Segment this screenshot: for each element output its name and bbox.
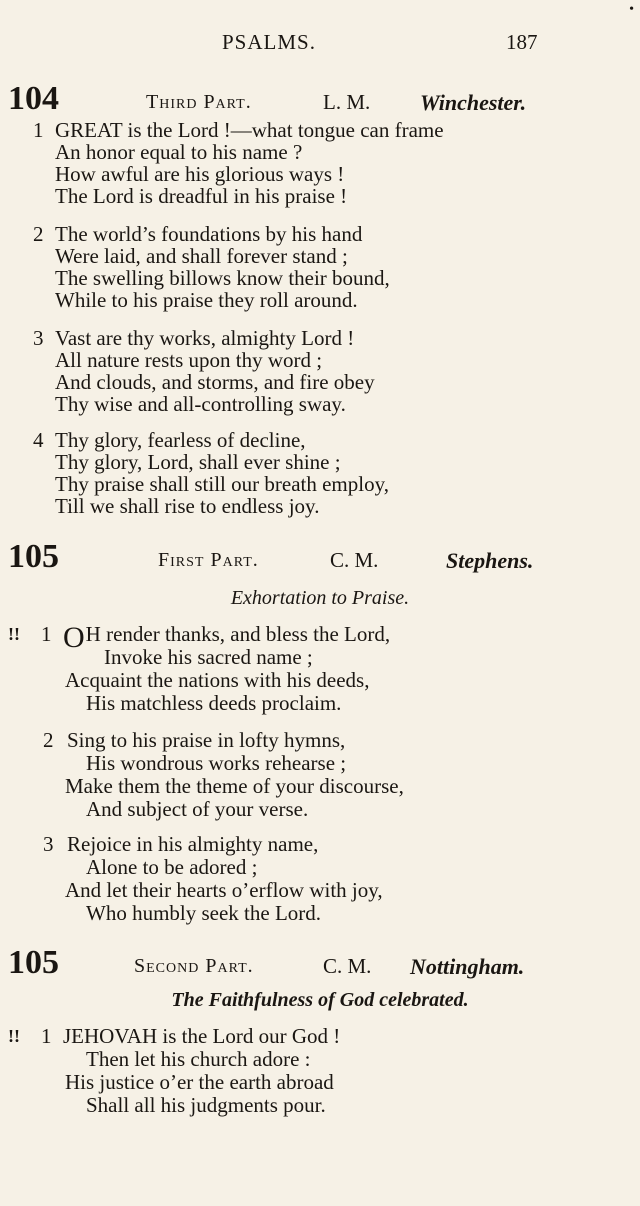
margin-dot: •: [629, 2, 634, 17]
hymn-subtitle: The Faithfulness of God celebrated.: [171, 989, 469, 1011]
verse-line: Acquaint the nations with his deeds,: [65, 668, 370, 692]
stanza-number: 3: [33, 326, 44, 350]
verse-line: Thy wise and all-controlling sway.: [55, 392, 346, 416]
verse-line: Rejoice in his almighty name,: [67, 832, 319, 856]
verse-line: Sing to his praise in lofty hymns,: [67, 728, 346, 752]
verse-line: While to his praise they roll around.: [55, 288, 358, 312]
stanza-mark: !!: [8, 1026, 20, 1046]
verse-line: His matchless deeds proclaim.: [86, 691, 342, 715]
stanza-number: 1: [41, 1024, 52, 1048]
verse-line: And clouds, and storms, and fire obey: [55, 370, 375, 394]
stanza-number: 2: [43, 728, 54, 752]
verse-line: An honor equal to his name ?: [55, 140, 303, 164]
verse-line: The swelling billows know their bound,: [55, 266, 390, 290]
verse-line: Thy glory, Lord, shall ever shine ;: [55, 450, 341, 474]
drop-capital: O: [63, 621, 85, 654]
verse-line: Thy glory, fearless of decline,: [55, 428, 306, 452]
verse-line: Shall all his judgments pour.: [86, 1093, 326, 1117]
stanza-number: 4: [33, 428, 44, 452]
verse-line: Make them the theme of your discourse,: [65, 774, 404, 798]
hymn-meter: C. M.: [323, 954, 372, 978]
verse-line: The world’s foundations by his hand: [55, 222, 363, 246]
hymn-number: 104: [8, 80, 59, 117]
hymn-number: 105: [8, 944, 59, 981]
hymn-heading: [0, 538, 640, 578]
page-number: 187: [506, 30, 538, 54]
verse-line: And let their hearts o’erflow with joy,: [65, 878, 383, 902]
verse-line: H render thanks, and bless the Lord,: [85, 622, 391, 646]
verse-line: Then let his church adore :: [86, 1047, 311, 1071]
verse-line: Who humbly seek the Lord.: [86, 901, 322, 925]
hymn-tune: Winchester.: [420, 90, 527, 115]
verse-line: All nature rests upon thy word ;: [55, 348, 323, 372]
stanza-number: 1: [41, 622, 52, 646]
verse-line: His justice o’er the earth abroad: [65, 1070, 334, 1094]
verse-line: Vast are thy works, almighty Lord !: [55, 326, 355, 350]
verse-line: Till we shall rise to endless joy.: [55, 494, 320, 518]
hymn-part: Third Part.: [146, 91, 252, 113]
verse-line: How awful are his glorious ways !: [55, 162, 345, 186]
verse-line: The Lord is dreadful in his praise !: [55, 184, 348, 208]
hymn-number: 105: [8, 538, 59, 575]
verse-line: And subject of your verse.: [86, 797, 309, 821]
hymn-tune: Nottingham.: [410, 954, 525, 979]
hymn-heading: [0, 80, 640, 120]
verse-line: Were laid, and shall forever stand ;: [55, 244, 348, 268]
running-head: [0, 30, 640, 60]
hymn-heading: [0, 944, 640, 984]
stanza-number: 1: [33, 118, 44, 142]
running-title: PSALMS.: [222, 30, 316, 54]
stanza-mark: !!: [8, 624, 20, 644]
stanza-number: 3: [43, 832, 54, 856]
hymn-meter: C. M.: [330, 548, 379, 572]
verse-line: Invoke his sacred name ;: [104, 645, 313, 669]
hymn-meter: L. M.: [323, 90, 371, 114]
stanza-number: 2: [33, 222, 44, 246]
verse-line: Thy praise shall still our breath employ,: [55, 472, 389, 496]
hymn-part: First Part.: [158, 549, 259, 571]
verse-line: Alone to be adored ;: [86, 855, 258, 879]
verse-line: JEHOVAH is the Lord our God !: [63, 1024, 341, 1048]
verse-line: GREAT is the Lord !—what tongue can frame: [55, 118, 444, 142]
hymn-tune: Stephens.: [446, 548, 534, 573]
hymn-subtitle: Exhortation to Praise.: [230, 587, 410, 609]
hymn-part: Second Part.: [134, 955, 254, 977]
verse-line: His wondrous works rehearse ;: [86, 751, 347, 775]
